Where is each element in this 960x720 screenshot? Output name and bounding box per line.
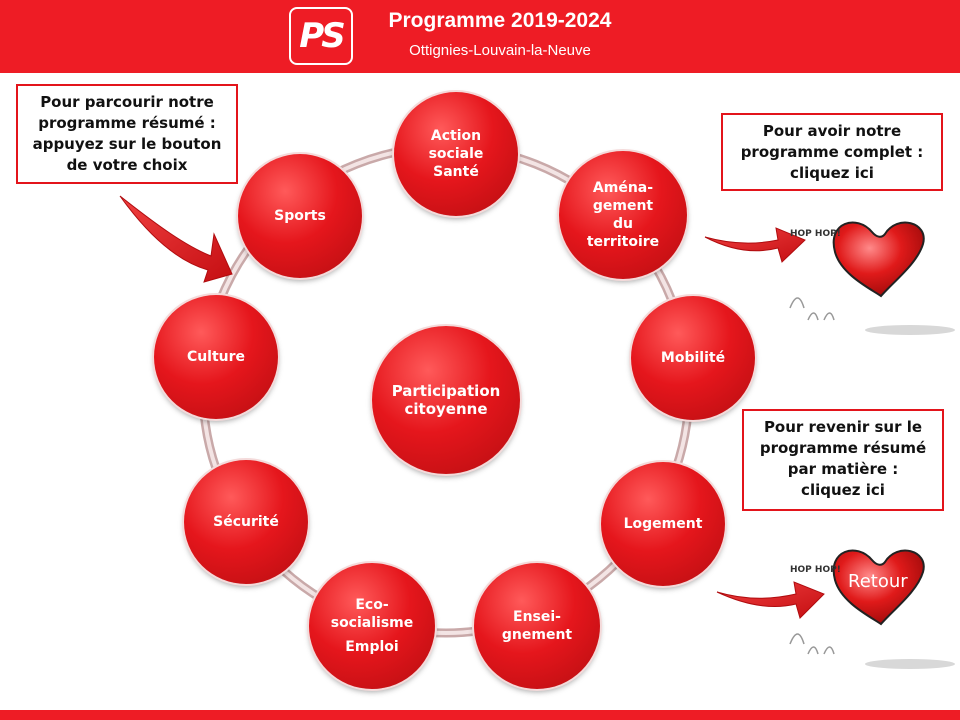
heart-retour-button[interactable] [760, 540, 960, 670]
node-label: Participation citoyenne [391, 382, 501, 418]
doodle-text: HOP HOP! [790, 565, 841, 575]
node-label: Ensei- gnement [501, 609, 573, 643]
heart-icon [760, 208, 960, 338]
node-label: Mobilité [660, 350, 726, 366]
node-label: Eco- socialisme Emploi [330, 597, 414, 655]
node-label: Sécurité [213, 514, 279, 530]
node-label: Aména- gement du territoire [586, 180, 660, 250]
node-label: Logement [623, 516, 703, 532]
callout-parcourir: Pour parcourir notre programme résumé : appuyez sur le bouton de votre choix [16, 84, 238, 184]
node-label: Action sociale Santé [428, 128, 484, 180]
heart-programme-complet-button[interactable] [760, 208, 960, 338]
logo-text: PS [299, 16, 343, 56]
arrow-left-icon [120, 196, 232, 282]
doodle-text: HOP HOP! [790, 229, 841, 239]
heart-icon [760, 540, 960, 670]
node-label: Sports [274, 208, 326, 224]
page-subtitle: Ottignies-Louvain-la-Neuve [409, 42, 591, 59]
callout-programme-complet: Pour avoir notre programme complet : cliquez ici [721, 113, 943, 191]
callout-revenir: Pour revenir sur le programme résumé par matière : cliquez ici [742, 409, 944, 511]
page-title: Programme 2019-2024 [388, 9, 612, 32]
node-label: Culture [186, 349, 246, 365]
footer-bar [0, 710, 960, 720]
retour-label: Retour [848, 571, 908, 592]
